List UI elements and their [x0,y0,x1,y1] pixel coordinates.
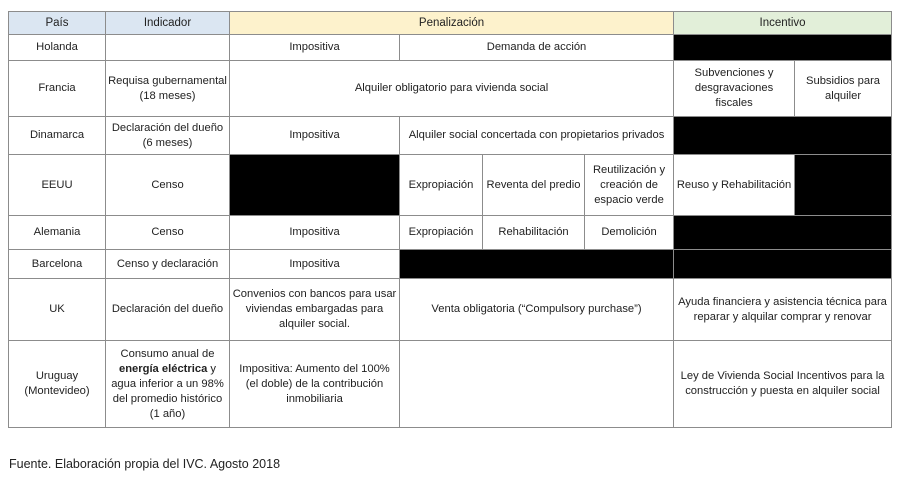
cell-indicador: Censo y declaración [106,250,230,279]
cell-penalizacion: Impositiva: Aumento del 100% (el doble) de la contribución inmobiliaria [230,341,400,428]
cell-penalizacion: Expropiación [400,155,483,216]
cell-incentivo: Subvenciones y desgravaciones fiscales [674,61,795,117]
cell-blocked [230,155,400,216]
cell-penalizacion: Venta obligatoria (“Compulsory purchase”) [400,279,674,341]
cell-indicador: Requisa gubernamental (18 meses) [106,61,230,117]
cell-incentivo: Ley de Vivienda Social Incentivos para la construcción y puesta en alquiler social [674,341,892,428]
header-incentivo: Incentivo [674,12,892,35]
indicador-text-post: y agua inferior a un 98% del promedio histórico (1 año) [111,362,224,420]
cell-blocked [400,250,674,279]
cell-pais: Uruguay (Montevideo) [9,341,106,428]
cell-pais: UK [9,279,106,341]
cell-blocked [674,250,892,279]
cell-penalizacion: Alquiler social concertada con propietarios privados [400,117,674,155]
cell-pais: Alemania [9,216,106,250]
cell-incentivo: Reuso y Rehabilitación [674,155,795,216]
cell-penalizacion: Expropiación [400,216,483,250]
cell-indicador: Declaración del dueño (6 meses) [106,117,230,155]
cell-indicador: Declaración del dueño [106,279,230,341]
source-caption: Fuente. Elaboración propia del IVC. Agosto 2018 [9,457,281,471]
cell-penalizacion: Reventa del predio [483,155,585,216]
cell-indicador [106,341,230,428]
cell-penalizacion: Impositiva [230,216,400,250]
header-indicador: Indicador [106,12,230,35]
indicador-text-bold: energía eléctrica [118,362,208,375]
header-penalizacion: Penalización [230,12,674,35]
cell-blocked [674,117,892,155]
cell-indicador: Censo [106,155,230,216]
row-barcelona [9,250,892,279]
cell-blocked [674,35,892,61]
row-dinamarca [9,117,892,155]
cell-pais: EEUU [9,155,106,216]
cell-penalizacion: Reutilización y creación de espacio verde [585,155,674,216]
row-holanda [9,35,892,61]
cell-penalizacion: Alquiler obligatorio para vivienda social [230,61,674,117]
cell-penalizacion: Impositiva [230,117,400,155]
cell-empty [400,341,674,428]
cell-pais: Barcelona [9,250,106,279]
cell-incentivo: Subsidios para alquiler [795,61,892,117]
row-francia [9,61,892,117]
cell-penalizacion: Rehabilitación [483,216,585,250]
row-uruguay [9,341,892,428]
cell-penalizacion: Convenios con bancos para usar viviendas embargadas para alquiler social. [230,279,400,341]
cell-blocked [674,216,892,250]
cell-penalizacion: Impositiva [230,35,400,61]
cell-pais: Dinamarca [9,117,106,155]
row-eeuu [9,155,892,216]
policy-comparison-table [8,11,892,428]
row-alemania [9,216,892,250]
cell-penalizacion: Impositiva [230,250,400,279]
header-row [9,12,892,35]
cell-pais: Francia [9,61,106,117]
cell-penalizacion: Demanda de acción [400,35,674,61]
indicador-text-pre: Consumo anual de [120,347,215,360]
cell-indicador [106,35,230,61]
cell-incentivo: Ayuda financiera y asistencia técnica para reparar y alquilar comprar y renovar [674,279,892,341]
cell-indicador: Censo [106,216,230,250]
cell-blocked [795,155,892,216]
header-pais: País [9,12,106,35]
row-uk [9,279,892,341]
cell-pais: Holanda [9,35,106,61]
cell-penalizacion: Demolición [585,216,674,250]
